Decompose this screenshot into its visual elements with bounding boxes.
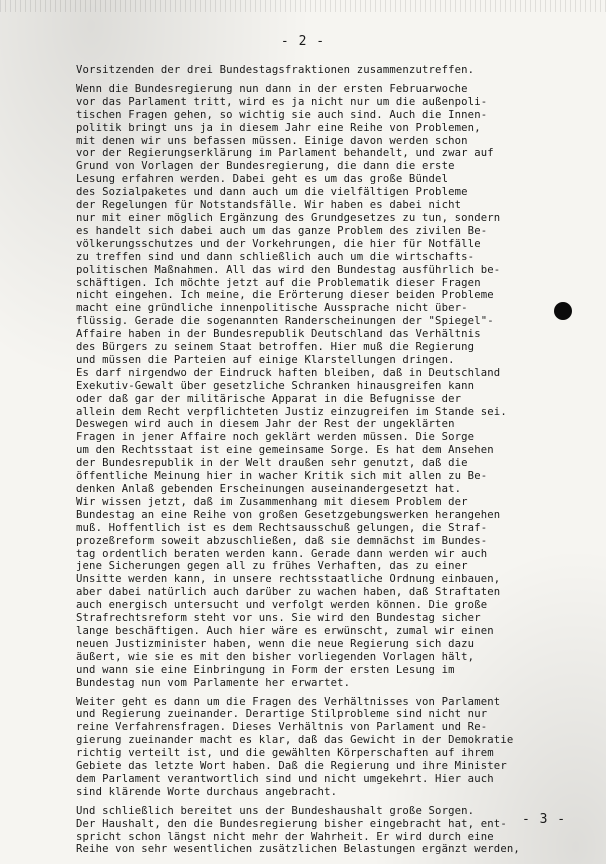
text-line: politischen Maßnahmen. All das wird den Bundestag ausführlich be- bbox=[76, 263, 501, 276]
text-line: Wir wissen jetzt, daß im Zusammenhang mit diesem Problem der bbox=[76, 495, 468, 508]
text-line: neuen Justizminister haben, wenn die neue Regierung sich dazu bbox=[76, 637, 475, 650]
text-line: Fragen in jener Affaire noch geklärt werden müssen. Die Sorge bbox=[76, 431, 475, 444]
text-line: spricht schon längst nicht mehr der Wahrheit. Er wird durch eine bbox=[76, 830, 494, 843]
text-line: und müssen die Parteien auf einige Klarstellungen dringen. bbox=[76, 353, 455, 366]
text-line: Bundestag an eine Reihe von großen Gesetzgebungswerken herangehen bbox=[76, 508, 501, 521]
text-line: Und schließlich bereitet uns der Bundeshaushalt große Sorgen. bbox=[76, 804, 475, 817]
text-line: reine Verfahrensfragen. Dieses Verhältnis von Parlament und Re- bbox=[76, 721, 488, 734]
text-line: politik bringt uns ja in diesem Jahr eine Reihe von Problemen, bbox=[76, 121, 481, 134]
text-line: flüssig. Gerade die sogenannten Randerscheinungen der "Spiegel"- bbox=[76, 315, 494, 328]
text-line: prozeßreform soweit abzuschließen, daß sie demnächst im Bundes- bbox=[76, 534, 488, 547]
text-line: der Bundesrepublik in der Welt draußen sehr genutzt, daß die bbox=[76, 457, 468, 470]
text-line: tischen Fragen gehen, so wichtig sie auch sind. Auch die Innen- bbox=[76, 108, 488, 121]
text-line: muß. Hoffentlich ist es dem Rechtsausschuß gelungen, die Straf- bbox=[76, 521, 488, 534]
text-line: um den Rechtsstaat ist eine gemeinsame Sorge. Es hat dem Ansehen bbox=[76, 444, 494, 457]
text-line: und Regierung zueinander. Derartige Stilprobleme sind nicht nur bbox=[76, 708, 488, 721]
document-body bbox=[76, 64, 566, 862]
text-line: Affaire haben in der Bundesrepublik Deutschland das Verhältnis bbox=[76, 328, 481, 341]
text-line: auch energisch untersucht und verfolgt werden können. Die große bbox=[76, 599, 488, 612]
text-line: vor das Parlament tritt, wird es ja nicht nur um die außenpoli- bbox=[76, 95, 488, 108]
text-line: Unsitte werden kann, in unsere rechtsstaatliche Ordnung einbauen, bbox=[76, 573, 501, 586]
text-line: dem Parlament verantwortlich sind und nicht umgekehrt. Hier auch bbox=[76, 772, 494, 785]
text-line: tag ordentlich beraten werden kann. Gerade dann werden wir auch bbox=[76, 547, 488, 560]
text-line: Exekutiv-Gewalt über gesetzliche Schranken hinausgreifen kann bbox=[76, 379, 475, 392]
text-line: Bundestag nun vom Parlamente her erwartet. bbox=[76, 676, 351, 689]
text-line: Deswegen wird auch in diesem Jahr der Rest der ungeklärten bbox=[76, 418, 455, 431]
text-line: nur mit einer möglich Ergänzung des Grundgesetzes zu tun, sondern bbox=[76, 211, 501, 224]
text-line: allein dem Recht verpflichteten Justiz einzugreifen im Stande sei. bbox=[76, 405, 507, 418]
text-line: lange beschäftigen. Auch hier wäre es erwünscht, zumal wir einen bbox=[76, 624, 494, 637]
text-line: Wenn die Bundesregierung nun dann in der ersten Februarwoche bbox=[76, 82, 468, 95]
page-number-next: - 3 - bbox=[522, 812, 567, 827]
text-line: Der Haushalt, den die Bundesregierung bisher eingebracht hat, ent- bbox=[76, 817, 507, 830]
scan-artifact bbox=[0, 0, 606, 12]
paragraph bbox=[76, 696, 566, 799]
text-line: oder daß gar der militärische Apparat in die Befugnisse der bbox=[76, 392, 462, 405]
text-line: schäftigen. Ich möchte jetzt auf die Problematik dieser Fragen bbox=[76, 276, 481, 289]
paragraph bbox=[76, 805, 566, 857]
text-line: und wann sie eine Einbringung in Form der ersten Lesung im bbox=[76, 663, 455, 676]
text-line: gierung zueinander macht es klar, daß das Gewicht in der Demokratie bbox=[76, 734, 514, 747]
paragraph bbox=[76, 83, 566, 690]
punch-hole bbox=[554, 302, 572, 320]
text-line: öffentliche Meinung hier in wacher Kritik sich mit allen zu Be- bbox=[76, 470, 488, 483]
text-line: macht eine gründliche innenpolitische Aussprache nicht über- bbox=[76, 302, 468, 315]
text-line: Reihe von sehr wesentlichen zusätzlichen Belastungen ergänzt werden, bbox=[76, 843, 520, 856]
text-line: aber dabei natürlich auch darüber zu wachen haben, daß Straftaten bbox=[76, 586, 501, 599]
text-line: der Regelungen für Notstandsfälle. Wir haben es dabei nicht bbox=[76, 199, 462, 212]
text-line: Lesung erfahren werden. Dabei geht es um das große Bündel bbox=[76, 173, 449, 186]
text-line: nicht eingehen. Ich meine, die Erörterung dieser beiden Probleme bbox=[76, 289, 494, 302]
text-line: äußert, wie sie es mit den bisher vorliegenden Vorlagen hält, bbox=[76, 650, 475, 663]
text-line: es handelt sich dabei auch um das ganze Problem des zivilen Be- bbox=[76, 224, 488, 237]
text-line: mit denen wir uns befassen müssen. Einige davon werden schon bbox=[76, 134, 468, 147]
text-line: denken Anlaß gebenden Erscheinungen auseinandergesetzt hat. bbox=[76, 483, 462, 495]
page-number-top: - 2 - bbox=[280, 34, 326, 49]
text-line: Gebiete das letzte Wort haben. Daß die Regierung und ihre Minister bbox=[76, 760, 507, 773]
text-line: vor der Regierungserklärung im Parlament behandelt, und zwar auf bbox=[76, 147, 494, 160]
text-line: des Sozialpaketes und dann auch um die vielfältigen Probleme bbox=[76, 186, 468, 199]
text-line: Es darf nirgendwo der Eindruck haften bleiben, daß in Deutschland bbox=[76, 366, 501, 379]
text-line: völkerungsschutzes und der Vorkehrungen, die hier für Notfälle bbox=[76, 237, 481, 250]
text-line: Weiter geht es dann um die Fragen des Verhältnisses von Parlament bbox=[76, 695, 501, 708]
text-line: Strafrechtsreform steht vor uns. Sie wird den Bundestag sicher bbox=[76, 612, 481, 625]
paragraph bbox=[76, 64, 566, 77]
text-line: jene Sicherungen gegen all zu frühes Verhaften, das zu einer bbox=[76, 560, 468, 573]
text-line: richtig verteilt ist, und die gewählten Körperschaften auf ihrem bbox=[76, 747, 494, 760]
text-line: Vorsitzenden der drei Bundestagsfraktionen zusammenzutreffen. bbox=[76, 64, 475, 76]
text-line: des Bürgers zu seinem Staat betroffen. Hier muß die Regierung bbox=[76, 341, 475, 354]
text-line: sind klärende Worte durchaus angebracht. bbox=[76, 785, 338, 798]
text-line: Grund von Vorlagen der Bundesregierung, die dann die erste bbox=[76, 160, 455, 173]
text-line: zu treffen sind und dann schließlich auch um die wirtschafts- bbox=[76, 250, 475, 263]
